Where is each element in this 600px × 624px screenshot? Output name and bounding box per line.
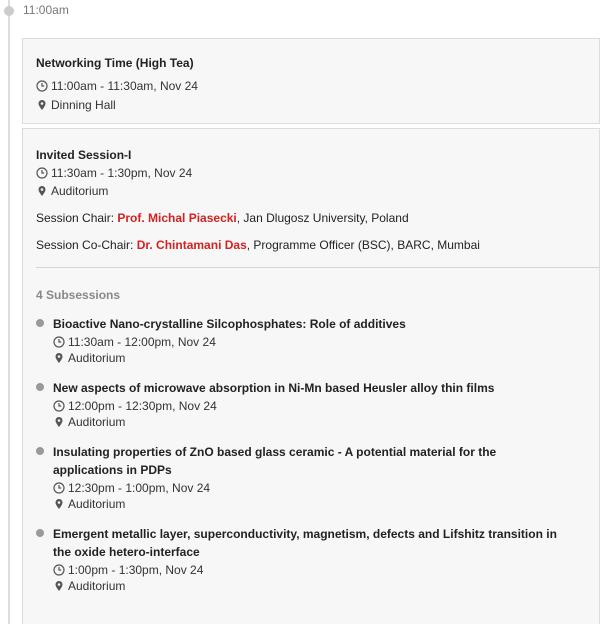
event-time-text: 11:30am - 1:30pm, Nov 24	[51, 166, 193, 180]
session-cochair-label: Session Co-Chair:	[36, 238, 137, 252]
bullet-icon	[36, 383, 44, 391]
session-chair-affiliation: , Jan Dlugosz University, Poland	[236, 211, 409, 225]
session-chair-label: Session Chair:	[36, 211, 118, 225]
session-cochair-name[interactable]: Dr. Chintamani Das	[136, 238, 247, 252]
section-divider	[36, 267, 599, 268]
subsession-item[interactable]	[36, 525, 586, 593]
subsession-time	[53, 399, 586, 413]
subsession-time-text: 11:30am - 12:00pm, Nov 24	[68, 335, 216, 349]
session-chair-name[interactable]: Prof. Michal Piasecki	[117, 211, 237, 225]
event-title: Networking Time (High Tea)	[36, 56, 194, 70]
subsession-title[interactable]: Bioactive Nano-crystalline Silcophosphates: Role of additives	[53, 317, 406, 331]
clock-icon	[53, 400, 65, 412]
clock-icon	[36, 80, 48, 92]
subsession-item[interactable]	[36, 315, 586, 365]
bullet-icon	[36, 447, 44, 455]
bullet-icon	[36, 529, 44, 537]
subsession-time-text: 12:00pm - 12:30pm, Nov 24	[68, 399, 217, 413]
bullet-icon	[36, 319, 44, 327]
event-time	[36, 166, 586, 180]
event-card-invited-session[interactable]	[22, 128, 600, 624]
timeline-time: 11:00am	[23, 3, 69, 17]
session-cochair	[36, 238, 586, 252]
subsession-time	[53, 335, 586, 349]
subsession-title[interactable]: New aspects of microwave absorption in Ni-Mn based Heusler alloy thin films	[53, 381, 495, 395]
event-location-text: Auditorium	[51, 184, 109, 198]
subsession-time	[53, 563, 566, 577]
event-title: Invited Session-I	[36, 148, 132, 162]
map-marker-icon	[53, 580, 65, 592]
session-chair	[36, 211, 586, 225]
subsession-location	[53, 415, 586, 429]
subsession-location-text: Auditorium	[68, 497, 126, 511]
map-marker-icon	[53, 352, 65, 364]
subsession-location-text: Auditorium	[68, 579, 126, 593]
map-marker-icon	[36, 185, 48, 197]
map-marker-icon	[53, 416, 65, 428]
clock-icon	[53, 336, 65, 348]
timeline-line	[8, 0, 10, 624]
timeline-dot	[4, 6, 14, 16]
clock-icon	[36, 167, 48, 179]
event-location-text: Dinning Hall	[51, 98, 116, 112]
event-card-networking[interactable]	[22, 38, 600, 124]
subsession-location-text: Auditorium	[68, 351, 126, 365]
event-time	[36, 79, 586, 93]
subsession-item[interactable]	[36, 443, 586, 511]
event-location	[36, 184, 586, 198]
subsession-time	[53, 481, 516, 495]
subsession-title[interactable]: Emergent metallic layer, superconductivity, magnetism, defects and Lifshitz transition in the oxide hetero-interface	[53, 527, 557, 559]
map-marker-icon	[36, 99, 48, 111]
subsessions-header: 4 Subsessions	[36, 288, 121, 302]
event-location	[36, 98, 586, 112]
subsession-location	[53, 351, 586, 365]
subsession-item[interactable]	[36, 379, 586, 429]
session-cochair-affiliation: , Programme Officer (BSC), BARC, Mumbai	[246, 238, 480, 252]
event-time-text: 11:00am - 11:30am, Nov 24	[51, 79, 198, 93]
subsession-location	[53, 497, 516, 511]
clock-icon	[53, 482, 65, 494]
subsession-time-text: 1:00pm - 1:30pm, Nov 24	[68, 563, 204, 577]
subsession-time-text: 12:30pm - 1:00pm, Nov 24	[68, 481, 211, 495]
subsession-title[interactable]: Insulating properties of ZnO based glass ceramic - A potential material for the applications in PDPs	[53, 445, 497, 477]
subsession-location	[53, 579, 566, 593]
clock-icon	[53, 564, 65, 576]
subsession-location-text: Auditorium	[68, 415, 126, 429]
map-marker-icon	[53, 498, 65, 510]
